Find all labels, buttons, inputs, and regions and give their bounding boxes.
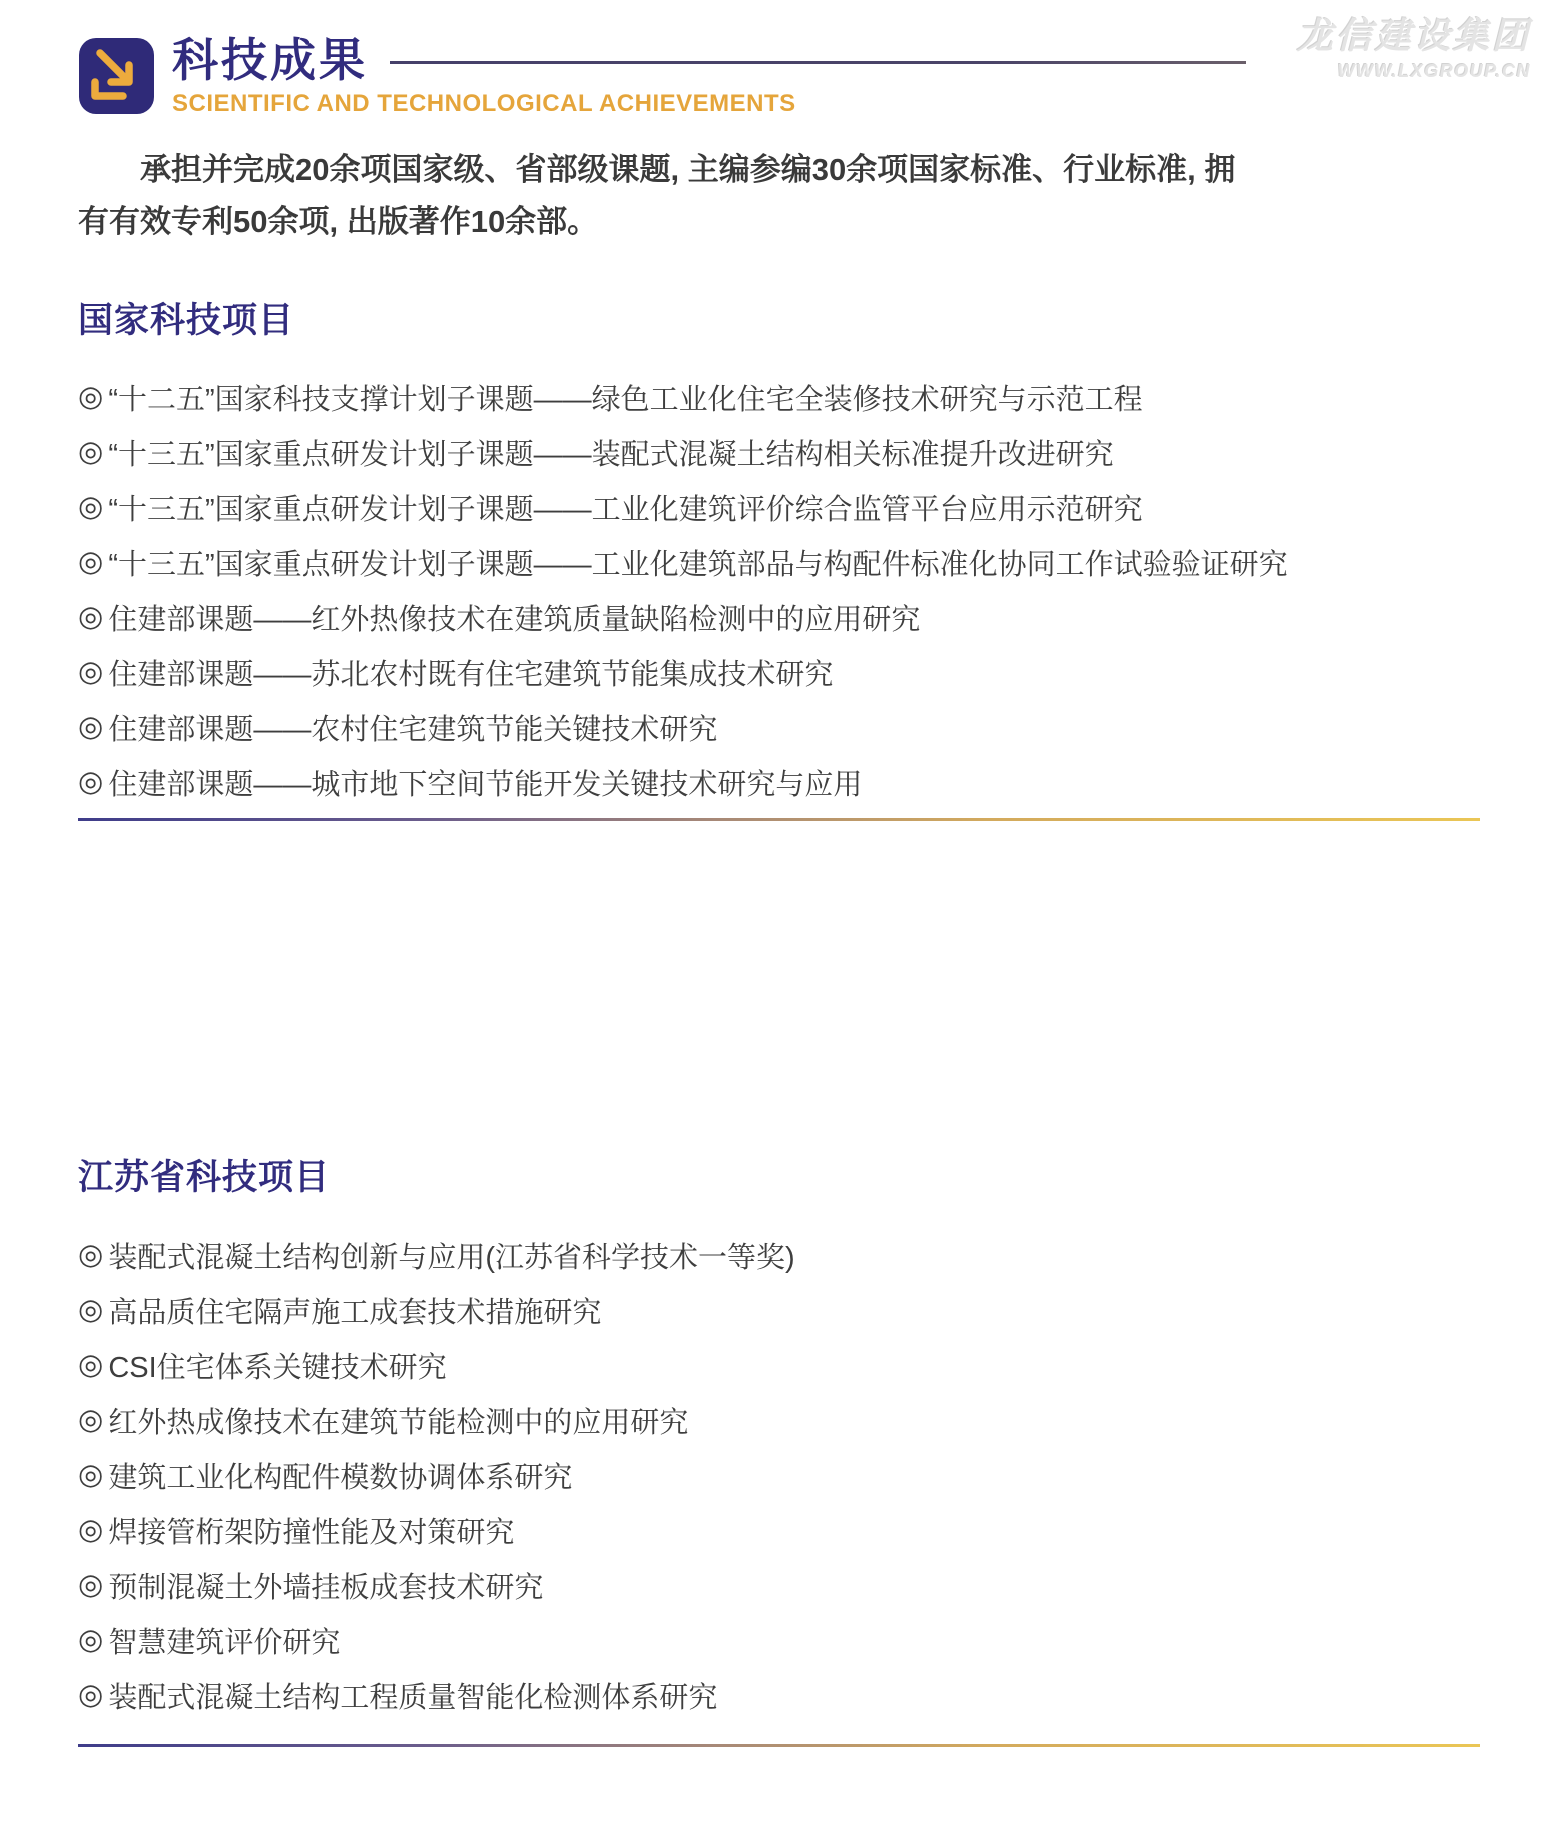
list-item xyxy=(78,1393,1508,1448)
list-item-text: 装配式混凝土结构创新与应用(江苏省科学技术一等奖) xyxy=(108,1242,795,1274)
list-item-text: “十三五”国家重点研发计划子课题——装配式混凝土结构相关标准提升改进研究 xyxy=(108,439,1114,471)
list-item-text: 住建部课题——红外热像技术在建筑质量缺陷检测中的应用研究 xyxy=(108,604,921,636)
list-item xyxy=(78,480,1508,535)
section-heading-jiangsu: 江苏省科技项目 xyxy=(78,1158,331,1197)
list-item xyxy=(78,1503,1508,1558)
list-item xyxy=(78,1668,1508,1723)
list-item xyxy=(78,535,1508,590)
gradient-divider xyxy=(78,1744,1480,1747)
intro-paragraph: 承担并完成20余项国家级、省部级课题, 主编参编30余项国家标准、行业标准, 拥有有效专利50余项, 出版著作10余部。 xyxy=(78,152,1236,239)
list-item-text: “十三五”国家重点研发计划子课题——工业化建筑部品与构配件标准化协同工作试验验证研究 xyxy=(108,549,1288,581)
list-item xyxy=(78,645,1508,700)
list-item-text: 智慧建筑评价研究 xyxy=(108,1627,341,1659)
list-item xyxy=(78,1558,1508,1613)
list-item-text: 住建部课题——苏北农村既有住宅建筑节能集成技术研究 xyxy=(108,659,834,691)
national-projects-list xyxy=(78,370,1508,810)
list-item xyxy=(78,1613,1508,1668)
list-item xyxy=(78,755,1508,810)
arrow-down-right-icon xyxy=(78,36,156,116)
page-title: 科技成果 xyxy=(172,34,368,86)
header-text xyxy=(172,36,1246,118)
list-item-text: “十二五”国家科技支撑计划子课题——绿色工业化住宅全装修技术研究与示范工程 xyxy=(108,384,1143,416)
list-item xyxy=(78,590,1508,645)
bullseye-bullet-icon: ◎ xyxy=(78,711,104,743)
bullseye-bullet-icon: ◎ xyxy=(78,1404,104,1436)
bullseye-bullet-icon: ◎ xyxy=(78,1239,104,1271)
bullseye-bullet-icon: ◎ xyxy=(78,1624,104,1656)
list-item xyxy=(78,700,1508,755)
company-website: WWW.LXGROUP.CN xyxy=(1337,61,1531,81)
list-item-text: 高品质住宅隔声施工成套技术措施研究 xyxy=(108,1297,602,1329)
company-watermark xyxy=(1297,8,1531,82)
bullseye-bullet-icon: ◎ xyxy=(78,1459,104,1491)
list-item xyxy=(78,1448,1508,1503)
list-item-text: 预制混凝土外墙挂板成套技术研究 xyxy=(108,1572,544,1604)
jiangsu-projects-list xyxy=(78,1228,1508,1723)
gradient-divider xyxy=(78,818,1480,821)
bullseye-bullet-icon: ◎ xyxy=(78,436,104,468)
title-row xyxy=(172,36,1246,84)
list-item xyxy=(78,370,1508,425)
page-subtitle: SCIENTIFIC AND TECHNOLOGICAL ACHIEVEMENTS xyxy=(172,90,796,118)
bullseye-bullet-icon: ◎ xyxy=(78,1569,104,1601)
bullseye-bullet-icon: ◎ xyxy=(78,1514,104,1546)
list-item-text: 红外热成像技术在建筑节能检测中的应用研究 xyxy=(108,1407,689,1439)
list-item xyxy=(78,425,1508,480)
list-item-text: 装配式混凝土结构工程质量智能化检测体系研究 xyxy=(108,1682,718,1714)
bullseye-bullet-icon: ◎ xyxy=(78,1679,104,1711)
bullseye-bullet-icon: ◎ xyxy=(78,1294,104,1326)
list-item xyxy=(78,1338,1508,1393)
bullseye-bullet-icon: ◎ xyxy=(78,546,104,578)
list-item-text: “十三五”国家重点研发计划子课题——工业化建筑评价综合监管平台应用示范研究 xyxy=(108,494,1143,526)
list-item xyxy=(78,1228,1508,1283)
section-heading-national: 国家科技项目 xyxy=(78,301,295,340)
page-header xyxy=(78,36,1246,118)
title-rule-line xyxy=(390,61,1246,64)
bullseye-bullet-icon: ◎ xyxy=(78,601,104,633)
bullseye-bullet-icon: ◎ xyxy=(78,491,104,523)
bullseye-bullet-icon: ◎ xyxy=(78,381,104,413)
bullseye-bullet-icon: ◎ xyxy=(78,766,104,798)
list-item-text: 焊接管桁架防撞性能及对策研究 xyxy=(108,1517,515,1549)
list-item-text: 住建部课题——城市地下空间节能开发关键技术研究与应用 xyxy=(108,769,863,801)
list-item-text: CSI住宅体系关键技术研究 xyxy=(108,1352,447,1384)
list-item-text: 住建部课题——农村住宅建筑节能关键技术研究 xyxy=(108,714,718,746)
bullseye-bullet-icon: ◎ xyxy=(78,1349,104,1381)
list-item-text: 建筑工业化构配件模数协调体系研究 xyxy=(108,1462,573,1494)
company-name: 龙信建设集团 xyxy=(1296,15,1531,56)
list-item xyxy=(78,1283,1508,1338)
bullseye-bullet-icon: ◎ xyxy=(78,656,104,688)
